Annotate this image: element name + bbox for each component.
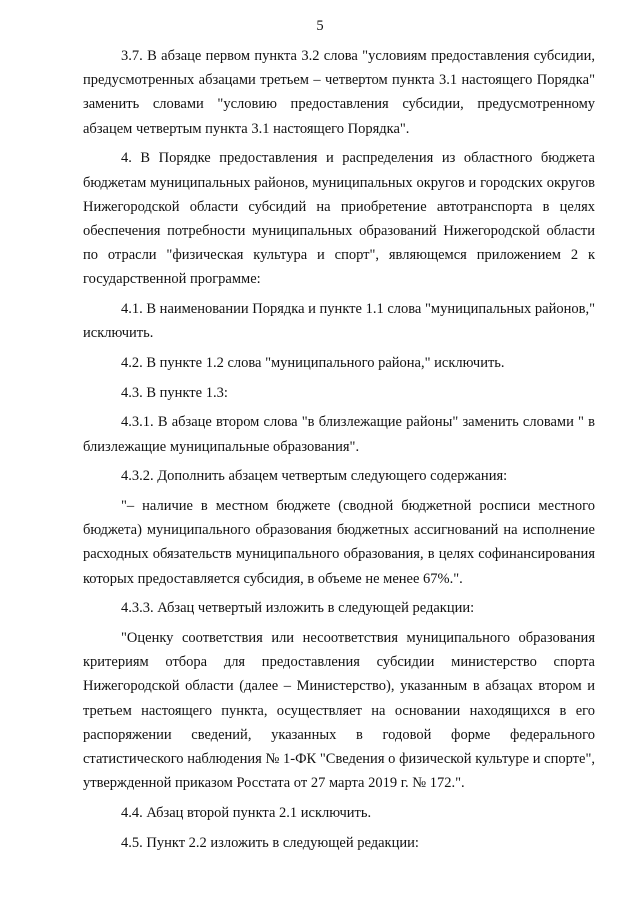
- paragraph-assessment: "Оценку соответствия или несоответствия муниципального образования критериям отбора для предоставления субсидии министерство спорта Нижегородской области (далее – Министерство), указанным в абзацах втором и третьем настоящего пункта, осуществляет на основании находящихся в его распоряжении сведений, указанных в годовой форме федерального статистического наблюдения № 1-ФК "Сведения о физической культуре и спорте", утвержденной приказом Росстата от 27 марта 2019 г. № 172.".: [83, 629, 595, 792]
- paragraph-3-7: 3.7. В абзаце первом пункта 3.2 слова "условиям предоставления субсидии, предусмотренных абзацами третьем – четвертом пункта 3.1 настоящего Порядка" заменить словами "условию предоставления субсидии, предусмотренному абзацем четвертым пункта 3.1 настоящего Порядка".: [83, 48, 595, 137]
- paragraph-4-5: 4.5. Пункт 2.2 изложить в следующей редакции:: [121, 834, 419, 851]
- paragraph-4-4: 4.4. Абзац второй пункта 2.1 исключить.: [121, 804, 372, 821]
- paragraph-4-1: 4.1. В наименовании Порядка и пункте 1.1 слова "муниципальных районов," исключить.: [83, 301, 595, 342]
- page-number: 5: [316, 18, 324, 34]
- paragraph-4-3-1: 4.3.1. В абзаце втором слова "в близлежащие районы" заменить словами " в близлежащие муниципальные образования".: [83, 414, 595, 455]
- paragraph-4-3: 4.3. В пункте 1.3:: [121, 384, 228, 401]
- document-body: [83, 44, 595, 855]
- paragraph-4-3-3: 4.3.3. Абзац четвертый изложить в следующей редакции:: [121, 600, 475, 617]
- paragraph-4-3-2: 4.3.2. Дополнить абзацем четвертым следующего содержания:: [121, 468, 508, 485]
- paragraph-4-2: 4.2. В пункте 1.2 слова "муниципального района," исключить.: [121, 354, 505, 371]
- paragraph-new-abzac: "– наличие в местном бюджете (сводной бюджетной росписи местного бюджета) муниципального образования бюджетных ассигнований на исполнение расходных обязательств муниципального образования, в целях софинансирования которых предоставляется субсидия, в объеме не менее 67%.".: [83, 497, 595, 587]
- paragraph-4: 4. В Порядке предоставления и распределения из областного бюджета бюджетам муниципальных районов, муниципальных округов и городских округов Нижегородской области субсидий на приобретение автотранспорта в целях обеспечения потребности муниципальных образований Нижегородской области по отрасли "физическая культура и спорт", являющемся приложением 2 к государственной программе:: [83, 150, 595, 288]
